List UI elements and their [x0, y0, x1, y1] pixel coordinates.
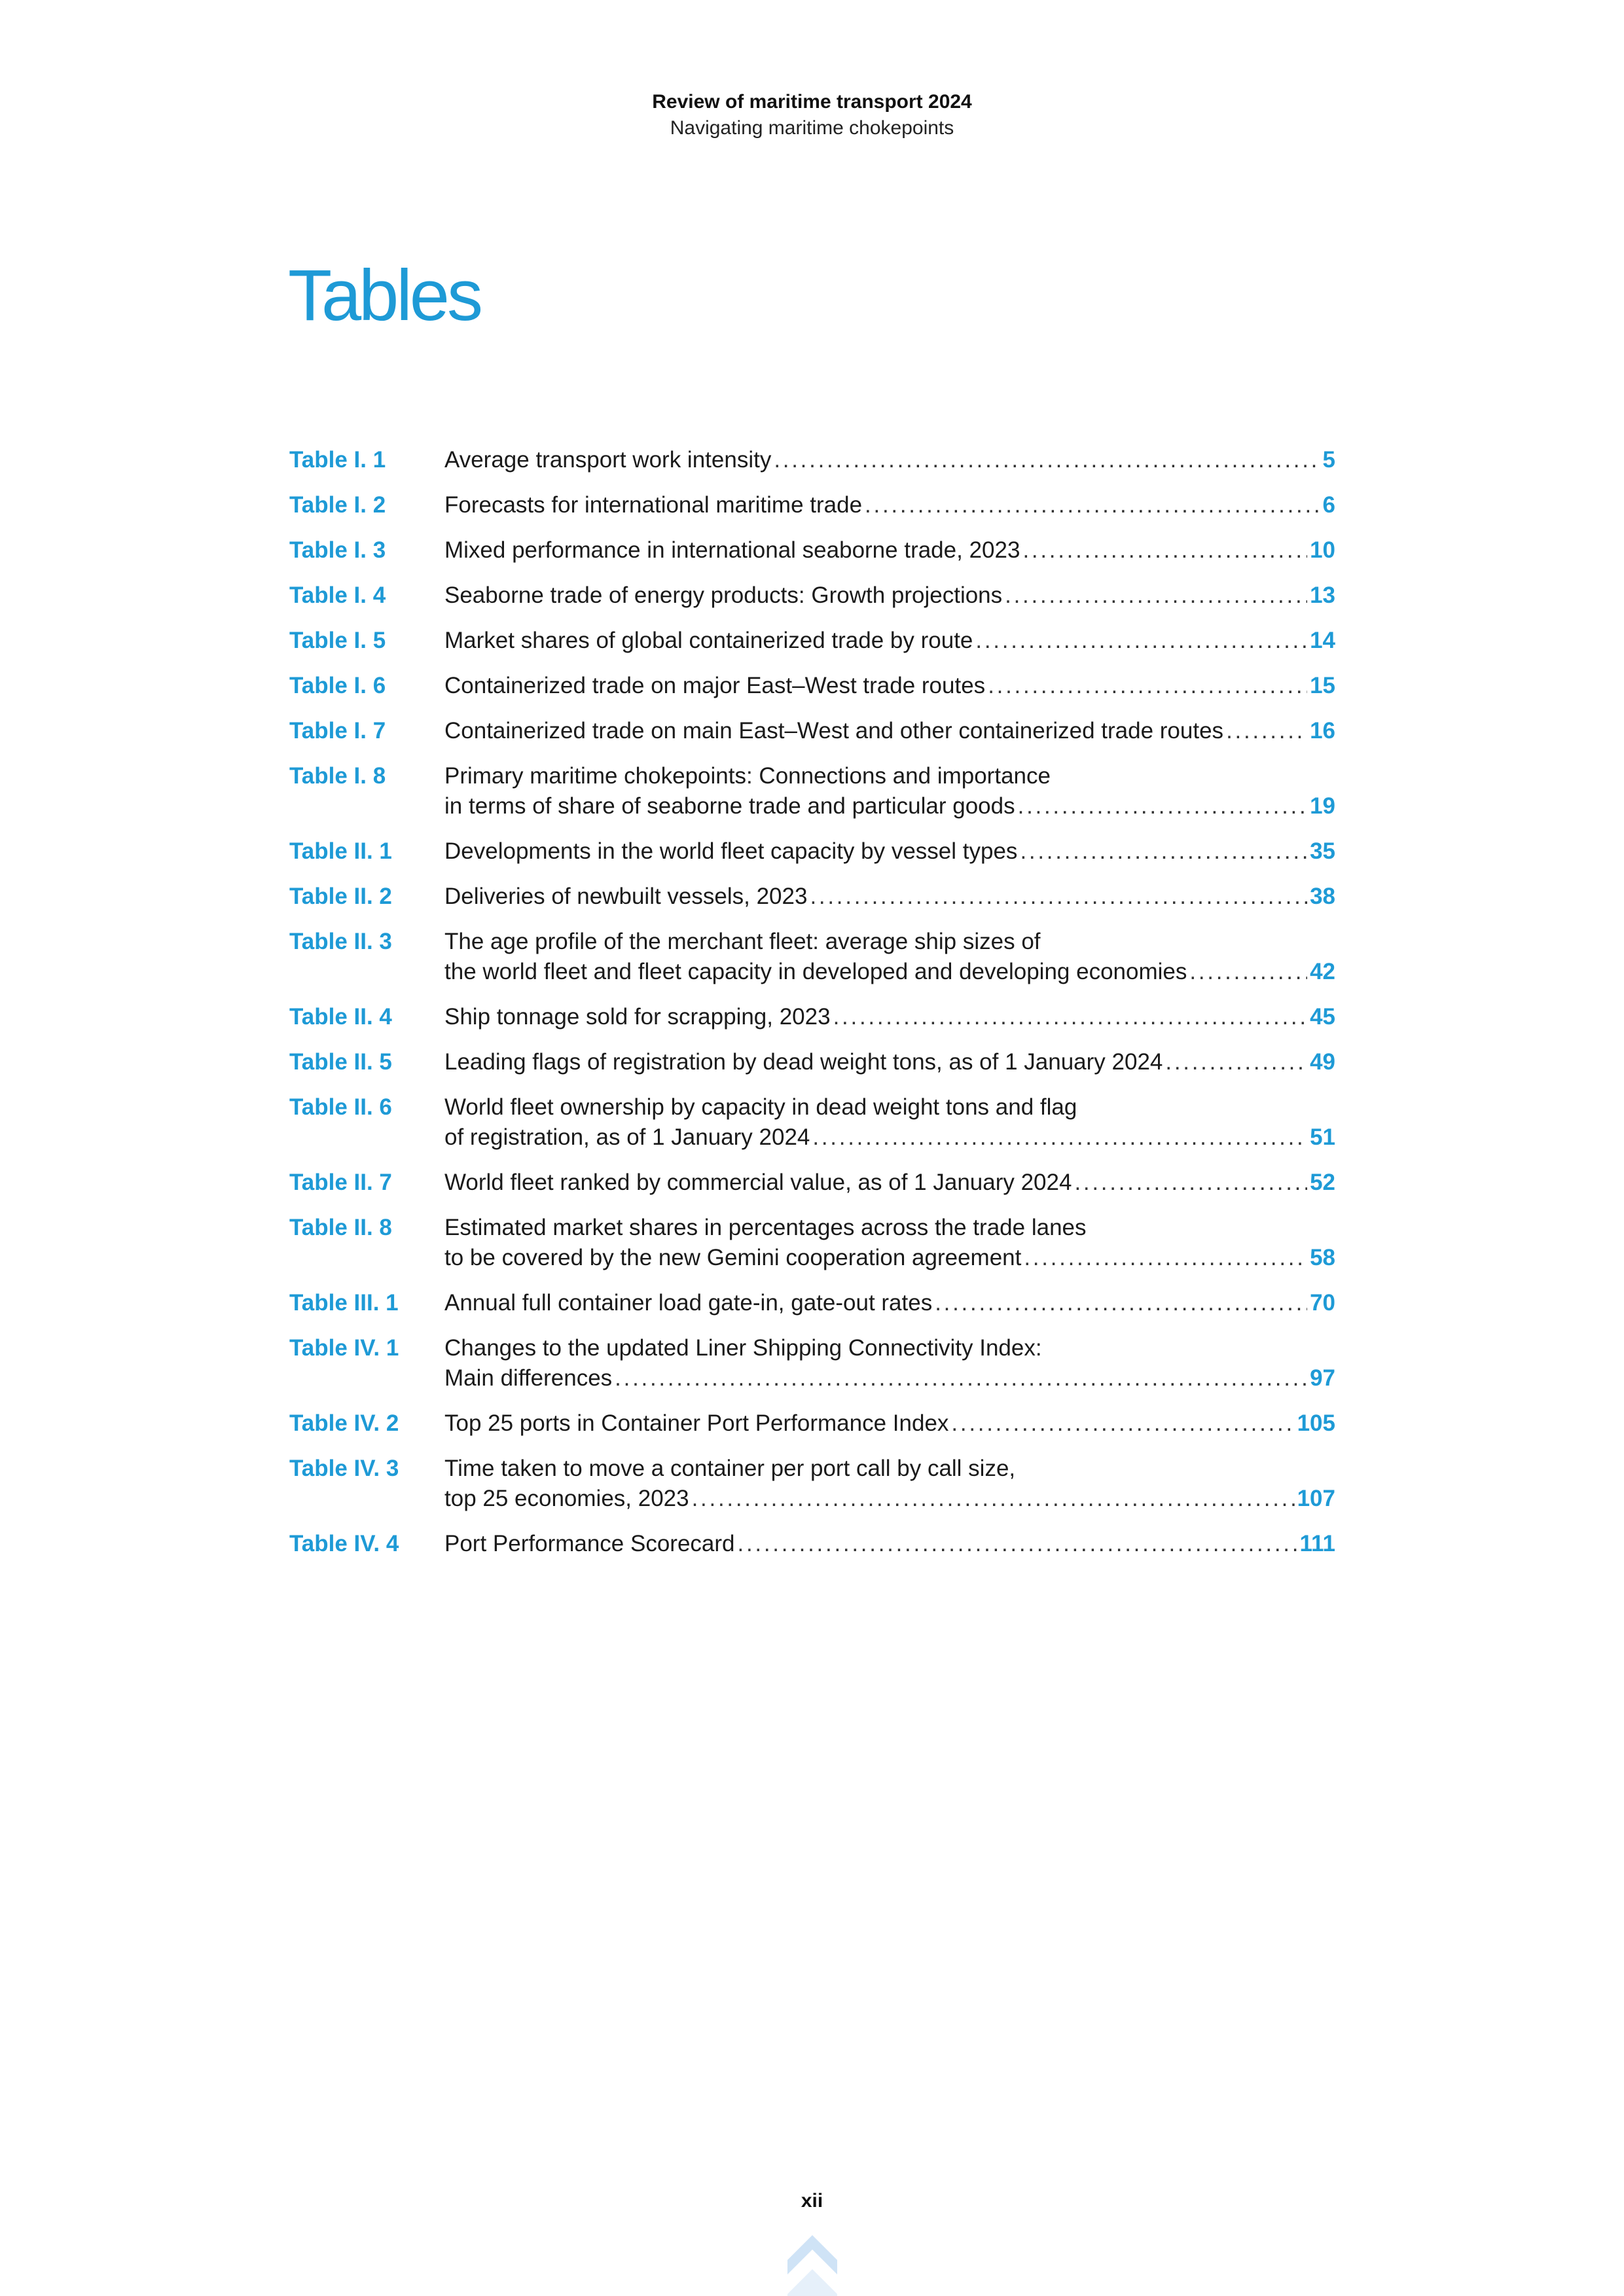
toc-page-number[interactable]: 38	[1310, 884, 1335, 909]
toc-entry-title	[444, 1168, 1335, 1198]
toc-entry-title-line: Leading flags of registration by dead weight tons, as of 1 January 2024	[444, 1049, 1163, 1075]
toc-entry-title	[444, 581, 1335, 611]
toc-entry-last-line	[444, 626, 1335, 656]
toc-entry-title-line: to be covered by the new Gemini cooperation agreement	[444, 1245, 1022, 1270]
dot-leader	[1189, 957, 1307, 987]
toc-page-number[interactable]: 45	[1310, 1004, 1335, 1030]
toc-entry-title-line: Estimated market shares in percentages across the trade lanes	[444, 1215, 1087, 1240]
toc-entry-label[interactable]: Table I. 2	[289, 492, 386, 518]
toc-entry-title	[444, 836, 1335, 867]
toc-entry-label[interactable]: Table II. 4	[289, 1004, 392, 1030]
up-arrow-upper-chevron	[787, 2235, 837, 2274]
toc-entry-title-line: Average transport work intensity	[444, 447, 772, 473]
toc-entry-title	[444, 1213, 1335, 1273]
toc-entry	[289, 1092, 1335, 1153]
toc-entry-title-line: in terms of share of seaborne trade and particular goods	[444, 793, 1015, 819]
toc-entry	[289, 535, 1335, 565]
toc-entry-label[interactable]: Table IV. 1	[289, 1335, 399, 1361]
toc-entry-last-line	[444, 1002, 1335, 1032]
toc-entry-label[interactable]: Table IV. 4	[289, 1531, 399, 1556]
toc-entry-last-line	[444, 957, 1335, 987]
toc-entry	[289, 626, 1335, 656]
toc-entry-title-line: Port Performance Scorecard	[444, 1531, 735, 1556]
toc-entry-last-line	[444, 791, 1335, 821]
toc-entry-title-line: Developments in the world fleet capacity by vessel types	[444, 838, 1018, 864]
dot-leader	[1018, 791, 1307, 821]
up-arrow-lower-chevron	[787, 2269, 837, 2296]
dot-leader	[738, 1529, 1297, 1559]
toc-entry-title-line: Mixed performance in international seaborne trade, 2023	[444, 537, 1020, 563]
dot-leader	[1022, 535, 1307, 565]
toc-entry	[289, 927, 1335, 987]
toc-page-number[interactable]: 51	[1310, 1124, 1335, 1150]
toc-page-number[interactable]: 10	[1310, 537, 1335, 563]
toc-page-number[interactable]: 5	[1322, 447, 1335, 473]
toc-entry-title	[444, 671, 1335, 701]
toc-page-number[interactable]: 13	[1310, 583, 1335, 608]
toc-entry-title-line: the world fleet and fleet capacity in developed and developing economies	[444, 959, 1187, 984]
toc-entry-last-line	[444, 445, 1335, 475]
dot-leader	[1074, 1168, 1307, 1198]
dot-leader	[988, 671, 1307, 701]
toc-entry-title-line: Forecasts for international maritime trade	[444, 492, 863, 518]
dot-leader	[833, 1002, 1307, 1032]
toc-entry	[289, 1288, 1335, 1318]
toc-entry-last-line	[444, 836, 1335, 867]
toc-entry-title-line: top 25 economies, 2023	[444, 1486, 689, 1511]
toc-entry	[289, 716, 1335, 746]
toc-entry	[289, 1168, 1335, 1198]
toc-entry-title	[444, 1454, 1335, 1514]
report-subtitle: Navigating maritime chokepoints	[670, 117, 954, 139]
toc-entry-label[interactable]: Table I. 8	[289, 763, 386, 789]
toc-entry-last-line	[444, 490, 1335, 520]
dot-leader	[951, 1408, 1294, 1439]
toc-page-number[interactable]: 97	[1310, 1365, 1335, 1391]
toc-entry-label[interactable]: Table II. 6	[289, 1094, 392, 1120]
toc-page-number[interactable]: 52	[1310, 1170, 1335, 1195]
table-list	[289, 445, 1335, 1574]
toc-entry-title-line: Time taken to move a container per port call by call size,	[444, 1456, 1016, 1481]
toc-entry-last-line	[444, 1529, 1335, 1559]
toc-entry-title	[444, 1333, 1335, 1393]
toc-entry	[289, 445, 1335, 475]
toc-entry	[289, 761, 1335, 821]
toc-entry-title	[444, 626, 1335, 656]
toc-entry-title-line: Deliveries of newbuilt vessels, 2023	[444, 884, 808, 909]
toc-entry-title-line: Top 25 ports in Container Port Performance Index	[444, 1410, 949, 1436]
dot-leader	[1020, 836, 1307, 867]
toc-entry	[289, 581, 1335, 611]
dot-leader	[1024, 1243, 1307, 1273]
toc-entry	[289, 490, 1335, 520]
toc-entry-title	[444, 1002, 1335, 1032]
page-number: xii	[801, 2190, 823, 2212]
dot-leader	[812, 1122, 1307, 1153]
dot-leader	[1165, 1047, 1307, 1077]
toc-entry	[289, 1002, 1335, 1032]
toc-entry-title-line: Seaborne trade of energy products: Growth projections	[444, 583, 1003, 608]
toc-entry-label[interactable]: Table IV. 3	[289, 1456, 399, 1481]
toc-page-number[interactable]: 49	[1310, 1049, 1335, 1075]
toc-entry-label[interactable]: Table I. 3	[289, 537, 386, 563]
toc-entry-title-line: Ship tonnage sold for scrapping, 2023	[444, 1004, 831, 1030]
toc-entry-title-line: Main differences	[444, 1365, 613, 1391]
toc-page-number[interactable]: 105	[1297, 1410, 1335, 1436]
toc-page-number[interactable]: 6	[1322, 492, 1335, 518]
toc-entry-label[interactable]: Table III. 1	[289, 1290, 399, 1316]
toc-entry	[289, 836, 1335, 867]
toc-entry-last-line	[444, 1484, 1335, 1514]
dot-leader	[865, 490, 1320, 520]
toc-entry-last-line	[444, 1408, 1335, 1439]
toc-entry-title-line: Changes to the updated Liner Shipping Connectivity Index:	[444, 1335, 1042, 1361]
toc-page-number[interactable]: 70	[1310, 1290, 1335, 1316]
toc-entry-label[interactable]: Table II. 5	[289, 1049, 392, 1075]
toc-page-number[interactable]: 111	[1299, 1531, 1335, 1556]
dot-leader	[1226, 716, 1307, 746]
toc-entry-last-line	[444, 581, 1335, 611]
dot-leader	[774, 445, 1320, 475]
toc-entry-title-line: World fleet ownership by capacity in dead weight tons and flag	[444, 1094, 1077, 1120]
toc-entry-title-line: Primary maritime chokepoints: Connections and importance	[444, 763, 1051, 789]
dot-leader	[935, 1288, 1307, 1318]
toc-entry-last-line	[444, 535, 1335, 565]
toc-entry-title	[444, 761, 1335, 821]
dot-leader	[692, 1484, 1295, 1514]
page-title: Tables	[288, 255, 480, 336]
toc-entry-last-line	[444, 671, 1335, 701]
toc-entry-label[interactable]: Table I. 5	[289, 628, 386, 653]
toc-page-number[interactable]: 14	[1310, 628, 1335, 653]
toc-entry	[289, 1408, 1335, 1439]
toc-entry-label[interactable]: Table II. 3	[289, 929, 392, 954]
toc-entry-label[interactable]: Table I. 4	[289, 583, 386, 608]
toc-entry-title-line: The age profile of the merchant fleet: average ship sizes of	[444, 929, 1041, 954]
toc-page-number[interactable]: 16	[1310, 718, 1335, 744]
up-arrow-icon[interactable]	[787, 2229, 837, 2296]
toc-entry-label[interactable]: Table I. 1	[289, 447, 386, 473]
toc-page-number[interactable]: 107	[1297, 1486, 1335, 1511]
toc-page-number[interactable]: 19	[1310, 793, 1335, 819]
toc-page-number[interactable]: 15	[1310, 673, 1335, 698]
toc-page-number[interactable]: 58	[1310, 1245, 1335, 1270]
toc-entry-title-line: Annual full container load gate-in, gate-out rates	[444, 1290, 933, 1316]
toc-entry-label[interactable]: Table IV. 2	[289, 1410, 399, 1436]
dot-leader	[615, 1363, 1307, 1393]
toc-entry-title	[444, 1092, 1335, 1153]
toc-entry-title	[444, 882, 1335, 912]
toc-entry-label[interactable]: Table II. 2	[289, 884, 392, 909]
toc-entry	[289, 882, 1335, 912]
toc-entry-label[interactable]: Table II. 8	[289, 1215, 392, 1240]
toc-entry-title-line: Market shares of global containerized trade by route	[444, 628, 973, 653]
dot-leader	[1005, 581, 1307, 611]
toc-entry	[289, 671, 1335, 701]
dot-leader	[810, 882, 1307, 912]
toc-entry-label[interactable]: Table I. 7	[289, 718, 386, 744]
report-title: Review of maritime transport 2024	[652, 91, 972, 113]
toc-entry-last-line	[444, 882, 1335, 912]
toc-entry-title	[444, 490, 1335, 520]
toc-entry-last-line	[444, 1288, 1335, 1318]
dot-leader	[975, 626, 1307, 656]
toc-entry-title	[444, 716, 1335, 746]
toc-page-number[interactable]: 35	[1310, 838, 1335, 864]
toc-entry	[289, 1529, 1335, 1559]
toc-entry-title	[444, 927, 1335, 987]
toc-entry-title-line: World fleet ranked by commercial value, as of 1 January 2024	[444, 1170, 1072, 1195]
toc-entry-last-line	[444, 1047, 1335, 1077]
toc-entry-title-line: of registration, as of 1 January 2024	[444, 1124, 810, 1150]
toc-page-number[interactable]: 42	[1310, 959, 1335, 984]
toc-entry-last-line	[444, 1243, 1335, 1273]
toc-entry-title	[444, 1288, 1335, 1318]
toc-entry	[289, 1454, 1335, 1514]
toc-entry-title	[444, 1529, 1335, 1559]
toc-entry-last-line	[444, 716, 1335, 746]
toc-entry-last-line	[444, 1122, 1335, 1153]
toc-entry-label[interactable]: Table I. 6	[289, 673, 386, 698]
toc-entry	[289, 1213, 1335, 1273]
toc-entry	[289, 1047, 1335, 1077]
toc-entry-title-line: Containerized trade on major East–West trade routes	[444, 673, 986, 698]
toc-entry-last-line	[444, 1168, 1335, 1198]
toc-entry-label[interactable]: Table II. 1	[289, 838, 392, 864]
toc-entry-label[interactable]: Table II. 7	[289, 1170, 392, 1195]
toc-entry-title	[444, 445, 1335, 475]
toc-entry-title-line: Containerized trade on main East–West and other containerized trade routes	[444, 718, 1224, 744]
toc-entry	[289, 1333, 1335, 1393]
toc-entry-title	[444, 1047, 1335, 1077]
toc-entry-title	[444, 1408, 1335, 1439]
toc-entry-title	[444, 535, 1335, 565]
toc-entry-last-line	[444, 1363, 1335, 1393]
running-header	[0, 89, 1624, 141]
